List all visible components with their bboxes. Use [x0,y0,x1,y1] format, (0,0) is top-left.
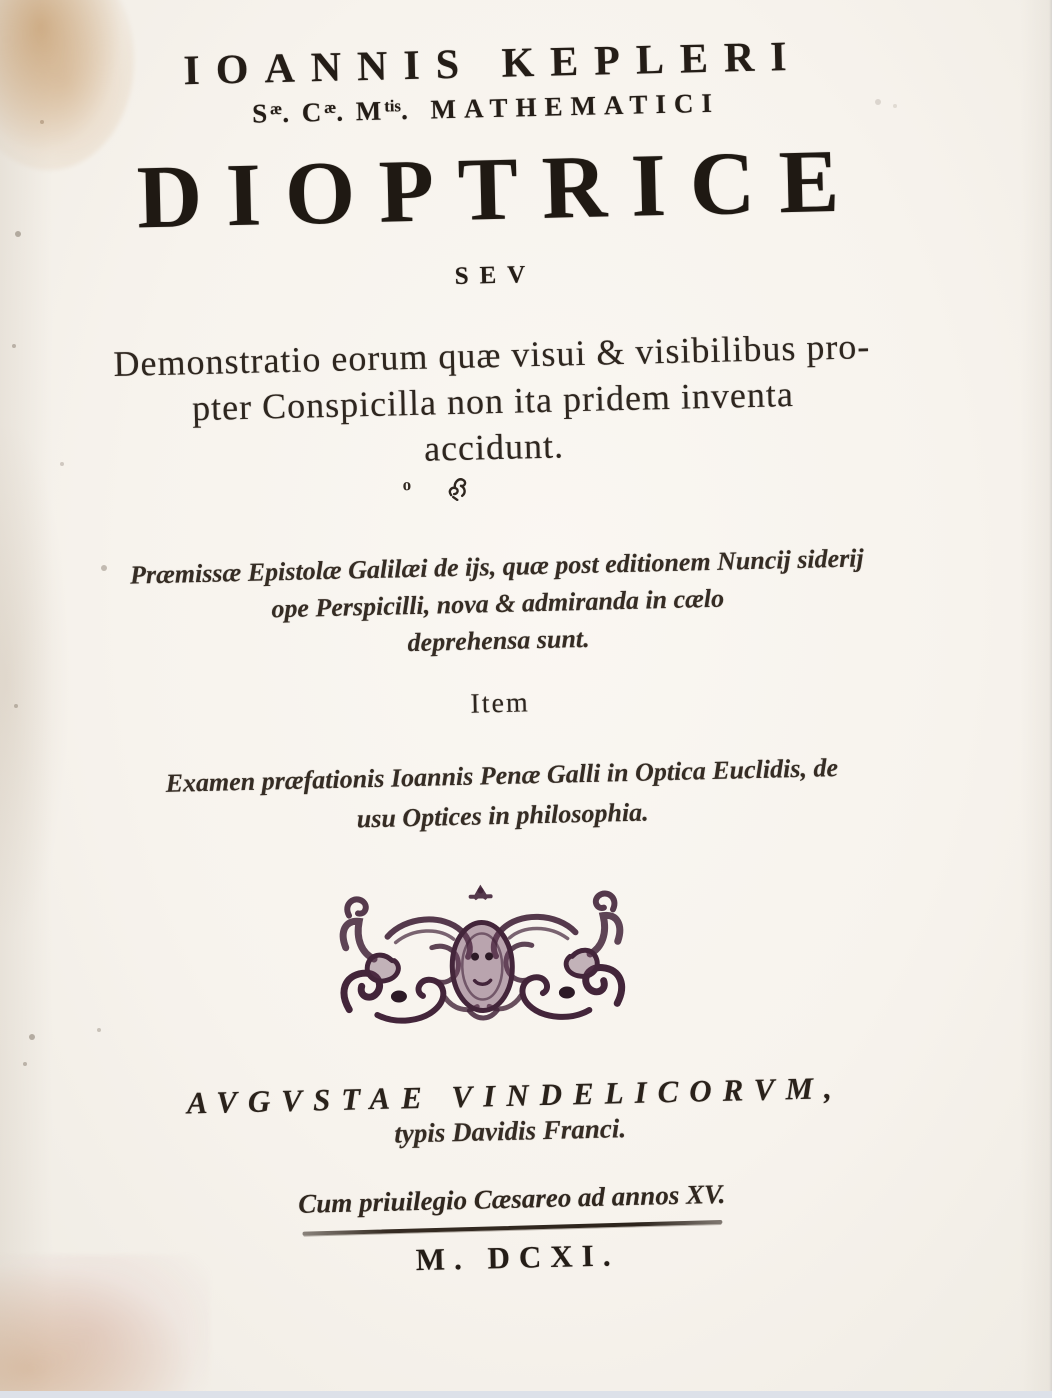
subtitle [0,320,994,482]
item-label: Item [470,687,531,720]
author-line: IOANNIS KEPLERI [182,33,804,95]
honorific-s: S [251,98,271,129]
galilei-note [0,536,999,671]
honorific-m: M [355,95,385,127]
page-title: DIOPTRICE [135,131,865,248]
examen-note [1,744,1003,848]
honorific-c: C [301,96,325,128]
imprint-place: AVGVSTAE VINDELICORVM, [186,1070,844,1121]
subtitle-line-3: accidunt. [423,425,565,469]
paper-specks [0,0,4,4]
galilei-line-1: Præmissæ Epistolæ Galilæi de ijs, quæ post editionem Nuncij siderij [129,543,865,590]
seu-line: SEV [454,261,537,290]
honorific-line: $S^æ$. $C^æ$. $M^{tis}$. MATHEMATICI [251,87,721,129]
printers-device-ornament [334,881,629,1038]
small-o-mark: o [402,475,412,495]
privilege-line: Cum priuilegio Cæsareo ad annos XV. [297,1178,726,1219]
imprint-printer: typis Davidis Franci. [393,1113,627,1149]
imprint-year: M. DCXI. [415,1237,620,1278]
honorific-s-sup: æ [269,98,283,119]
honorific-c-sup: æ [323,97,337,117]
galilei-line-2: ope Perspicilli, nova & admiranda in cælo [271,583,725,624]
honorific-m-sup: tis [383,96,402,116]
divider-rule [302,1220,722,1236]
scan-edge-bottom [0,1391,1052,1398]
fleuron-icon [445,471,472,502]
subtitle-line-1: Demonstratio eorum quæ visui & visibilibus pro- [113,326,871,385]
examen-line-1: Examen præfationis Ioannis Penæ Galli in Optica Euclidis, de [165,753,839,798]
galilei-line-3: deprehensa sunt. [407,623,590,658]
subtitle-line-2: pter Conspicilla non ita pridem inventa [191,373,795,429]
examen-line-2: usu Optices in philosophia. [356,797,649,834]
honorific-word: MATHEMATICI [430,87,721,125]
